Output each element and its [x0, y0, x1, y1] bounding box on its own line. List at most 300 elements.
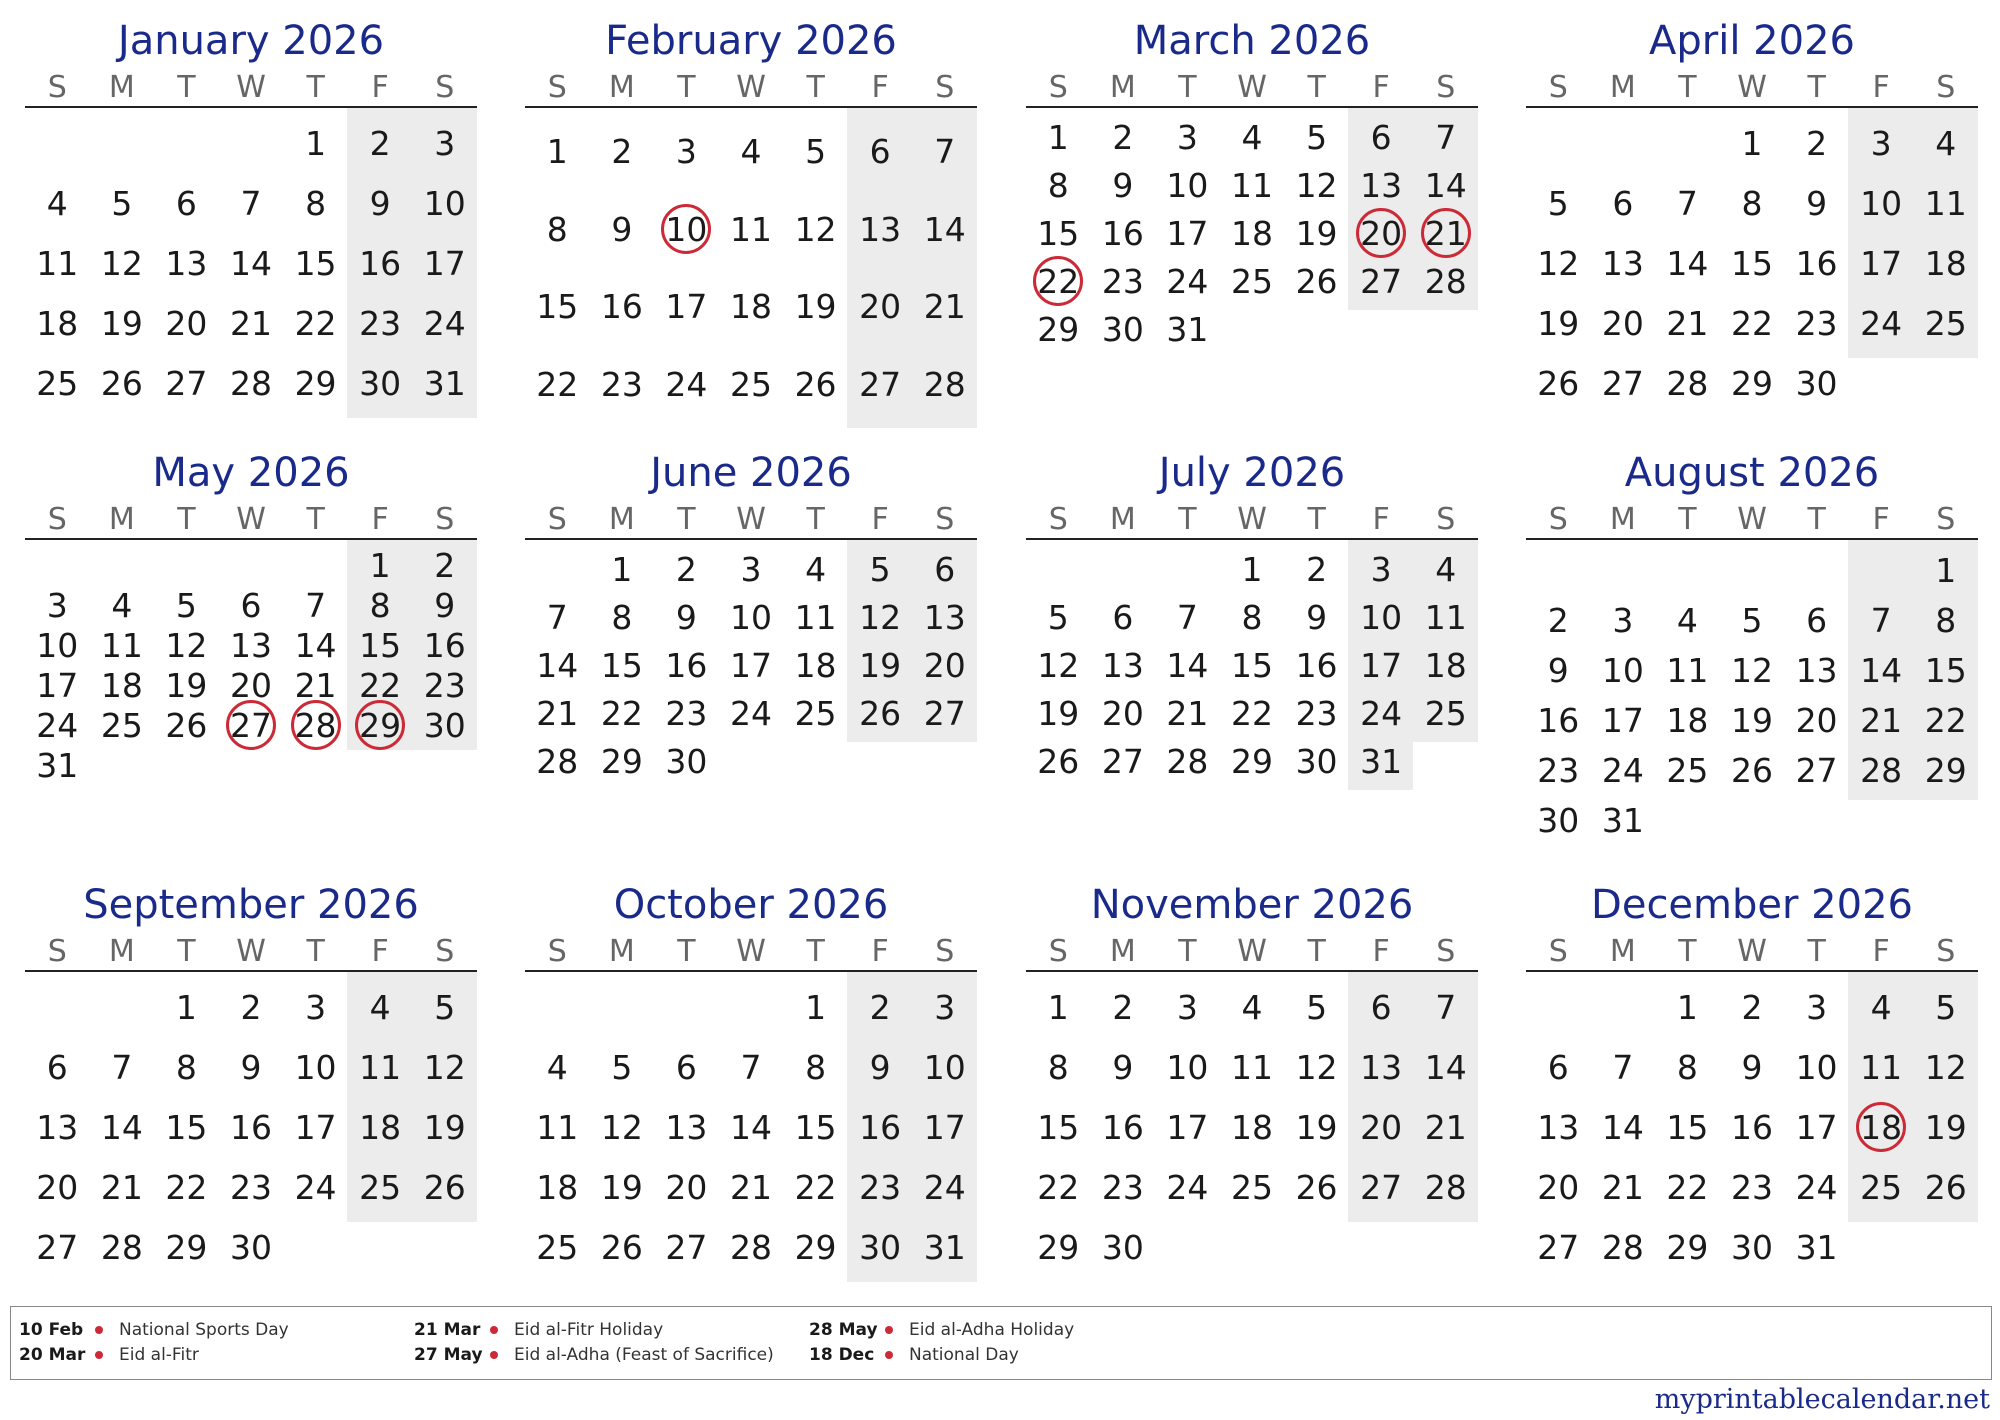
day-cell [1591, 1037, 1656, 1097]
day-number: 18 [1860, 1107, 1903, 1147]
weekday-label: F [371, 934, 389, 969]
day-cell [1720, 745, 1785, 795]
weekday-label: M [1109, 70, 1136, 105]
day-number: 14 [1166, 645, 1209, 685]
day-number: 4 [740, 132, 762, 172]
day-number: 19 [423, 1107, 466, 1147]
day-cell [1413, 1157, 1478, 1217]
day-number: 19 [1924, 1107, 1967, 1147]
day-number: 11 [1860, 1047, 1903, 1087]
day-number: 28 [923, 364, 966, 404]
day-number: 10 [1860, 183, 1903, 223]
legend-item [809, 1342, 1074, 1367]
day-cell [1413, 257, 1478, 305]
day-number: 27 [36, 1227, 79, 1267]
day-number: 16 [1730, 1107, 1773, 1147]
day-cell [1026, 305, 1091, 353]
day-grid [525, 540, 977, 785]
day-number: 13 [229, 625, 272, 665]
day-cell [1591, 745, 1656, 795]
day-cell [1913, 233, 1978, 293]
day-cell [25, 293, 90, 353]
day-number: 7 [240, 183, 262, 223]
day-number: 21 [229, 303, 272, 343]
day-cell [283, 1097, 348, 1157]
day-cell [283, 585, 348, 625]
weekday-label: T [806, 70, 825, 105]
month-title: September 2026 [83, 882, 419, 928]
day-number: 9 [675, 597, 697, 637]
day-number: 26 [1537, 363, 1580, 403]
month-title: February 2026 [605, 18, 897, 64]
weekday-label: T [1178, 934, 1197, 969]
day-cell [654, 1217, 719, 1277]
day-cell [1091, 593, 1156, 641]
day-cell [1526, 1097, 1591, 1157]
day-cell [1349, 1097, 1414, 1157]
day-number: 4 [1241, 117, 1263, 157]
day-cell [912, 641, 977, 689]
day-cell [1849, 595, 1914, 645]
day-number: 27 [229, 705, 272, 745]
day-cell [912, 1037, 977, 1097]
weekday-label: S [935, 70, 955, 105]
day-number: 24 [729, 693, 772, 733]
day-cell [1026, 161, 1091, 209]
day-number: 8 [1676, 1047, 1698, 1087]
empty-cell [1526, 545, 1591, 595]
day-cell [525, 1157, 590, 1217]
day-cell [219, 1217, 284, 1277]
day-cell [1655, 595, 1720, 645]
day-cell [25, 1157, 90, 1217]
day-number: 20 [1601, 303, 1644, 343]
day-cell [283, 665, 348, 705]
day-cell [848, 593, 913, 641]
day-cell [912, 1157, 977, 1217]
day-cell [1413, 1037, 1478, 1097]
day-number: 7 [546, 597, 568, 637]
day-cell [1413, 641, 1478, 689]
day-number: 8 [1935, 600, 1957, 640]
weekday-header [1026, 502, 1478, 540]
day-cell [1655, 1217, 1720, 1277]
day-cell [412, 1157, 477, 1217]
day-number: 4 [1241, 987, 1263, 1027]
day-cell [1413, 161, 1478, 209]
day-number: 6 [934, 549, 956, 589]
day-number: 25 [729, 364, 772, 404]
empty-cell [25, 977, 90, 1037]
day-cell [1155, 977, 1220, 1037]
weekday-label: W [236, 70, 266, 105]
day-cell [348, 977, 413, 1037]
day-number: 13 [1360, 1047, 1403, 1087]
day-number: 10 [423, 183, 466, 223]
day-cell [412, 545, 477, 585]
day-cell [525, 1217, 590, 1277]
month-5 [25, 448, 477, 790]
day-number: 21 [729, 1167, 772, 1207]
weekday-label: S [547, 502, 567, 537]
day-cell [1220, 1157, 1285, 1217]
day-number: 11 [1230, 1047, 1273, 1087]
day-number: 22 [600, 693, 643, 733]
day-number: 18 [100, 665, 143, 705]
day-cell [1284, 545, 1349, 593]
day-cell [783, 1037, 848, 1097]
day-number: 26 [859, 693, 902, 733]
day-cell [1784, 745, 1849, 795]
day-number: 5 [111, 183, 133, 223]
weekday-label: S [1936, 934, 1956, 969]
day-number: 25 [794, 693, 837, 733]
day-cell [848, 1097, 913, 1157]
day-number: 20 [923, 645, 966, 685]
day-cell [154, 705, 219, 745]
day-cell [654, 545, 719, 593]
day-number: 14 [536, 645, 579, 685]
weekday-label: W [1737, 70, 1767, 105]
day-number: 9 [1806, 183, 1828, 223]
day-number: 30 [1101, 1227, 1144, 1267]
day-cell [90, 705, 155, 745]
day-number: 13 [1795, 650, 1838, 690]
day-number: 7 [1612, 1047, 1634, 1087]
weekday-label: T [1807, 70, 1826, 105]
day-number: 2 [1741, 987, 1763, 1027]
day-cell [412, 625, 477, 665]
day-cell [412, 233, 477, 293]
day-number: 22 [294, 303, 337, 343]
month-11 [1026, 880, 1478, 1282]
day-cell [1655, 173, 1720, 233]
day-cell [1720, 113, 1785, 173]
day-number: 30 [359, 363, 402, 403]
day-cell [90, 625, 155, 665]
bullet-icon [95, 1351, 103, 1359]
bullet-icon [95, 1326, 103, 1334]
day-cell [25, 705, 90, 745]
day-number: 25 [36, 363, 79, 403]
day-number: 9 [434, 585, 456, 625]
day-cell [1784, 1217, 1849, 1277]
day-cell [590, 268, 655, 346]
weekday-label: T [177, 70, 196, 105]
month-1 [25, 16, 477, 418]
day-cell [283, 113, 348, 173]
weekday-header [525, 70, 977, 108]
day-number: 16 [1537, 700, 1580, 740]
day-number: 18 [36, 303, 79, 343]
day-cell [719, 346, 784, 424]
day-number: 19 [1295, 1107, 1338, 1147]
day-number: 16 [229, 1107, 272, 1147]
day-cell [219, 1037, 284, 1097]
day-number: 23 [1537, 750, 1580, 790]
day-cell [1526, 233, 1591, 293]
day-number: 17 [423, 243, 466, 283]
day-number: 30 [1101, 309, 1144, 349]
day-number: 17 [665, 287, 708, 327]
empty-cell [525, 545, 590, 593]
day-number: 30 [423, 705, 466, 745]
day-cell [1591, 353, 1656, 413]
day-number: 9 [1306, 597, 1328, 637]
day-cell [1720, 173, 1785, 233]
day-cell [90, 353, 155, 413]
day-number: 6 [240, 585, 262, 625]
weekday-label: S [935, 934, 955, 969]
day-number: 14 [1601, 1107, 1644, 1147]
day-number: 30 [229, 1227, 272, 1267]
day-number: 24 [1860, 303, 1903, 343]
day-cell [219, 1157, 284, 1217]
weekday-label: F [371, 502, 389, 537]
day-number: 29 [359, 705, 402, 745]
day-grid [1526, 108, 1978, 413]
day-number: 11 [1230, 165, 1273, 205]
day-number: 13 [859, 209, 902, 249]
day-number: 31 [36, 745, 79, 785]
day-number: 25 [1230, 261, 1273, 301]
day-cell [1091, 737, 1156, 785]
day-cell [525, 1037, 590, 1097]
holiday-day [1026, 257, 1091, 305]
day-number: 26 [794, 364, 837, 404]
weekday-label: F [871, 934, 889, 969]
day-cell [1091, 689, 1156, 737]
day-cell [219, 173, 284, 233]
day-number: 12 [1037, 645, 1080, 685]
day-number: 6 [46, 1047, 68, 1087]
day-number: 19 [1295, 213, 1338, 253]
day-number: 31 [423, 363, 466, 403]
day-cell [590, 1217, 655, 1277]
day-cell [283, 1037, 348, 1097]
day-cell [1591, 293, 1656, 353]
day-cell [1526, 173, 1591, 233]
day-cell [1349, 737, 1414, 785]
day-cell [783, 268, 848, 346]
day-cell [525, 689, 590, 737]
day-cell [1349, 161, 1414, 209]
legend-column [19, 1317, 289, 1367]
day-cell [848, 113, 913, 191]
day-cell [848, 689, 913, 737]
day-number: 28 [536, 741, 579, 781]
weekday-label: F [1872, 934, 1890, 969]
day-number: 11 [1924, 183, 1967, 223]
day-number: 16 [1795, 243, 1838, 283]
day-number: 20 [1101, 693, 1144, 733]
day-cell [1026, 1157, 1091, 1217]
day-number: 27 [1795, 750, 1838, 790]
day-cell [783, 689, 848, 737]
empty-cell [1591, 113, 1656, 173]
day-cell [412, 665, 477, 705]
day-number: 5 [175, 585, 197, 625]
day-number: 4 [1435, 549, 1457, 589]
day-number: 29 [600, 741, 643, 781]
day-cell [219, 233, 284, 293]
day-cell [654, 593, 719, 641]
day-number: 2 [1112, 987, 1134, 1027]
day-number: 3 [1176, 117, 1198, 157]
day-cell [154, 625, 219, 665]
month-3 [1026, 16, 1478, 358]
day-number: 22 [1230, 693, 1273, 733]
day-grid [1526, 540, 1978, 845]
day-cell [90, 173, 155, 233]
day-number: 29 [1037, 309, 1080, 349]
day-cell [1784, 1097, 1849, 1157]
day-cell [219, 665, 284, 705]
day-number: 8 [1741, 183, 1763, 223]
day-number: 5 [1741, 600, 1763, 640]
day-number: 12 [1295, 165, 1338, 205]
bullet-icon [490, 1326, 498, 1334]
day-cell [1720, 645, 1785, 695]
day-cell [348, 173, 413, 233]
day-number: 21 [100, 1167, 143, 1207]
day-cell [1526, 353, 1591, 413]
day-number: 15 [536, 287, 579, 327]
day-grid [525, 972, 977, 1277]
day-number: 14 [1860, 650, 1903, 690]
empty-cell [25, 113, 90, 173]
weekday-label: T [677, 70, 696, 105]
day-number: 15 [600, 645, 643, 685]
weekday-label: T [1807, 934, 1826, 969]
day-number: 6 [1547, 1047, 1569, 1087]
day-cell [1784, 695, 1849, 745]
day-number: 22 [1924, 700, 1967, 740]
site-link[interactable]: myprintablecalendar.net [1654, 1384, 1990, 1415]
day-number: 1 [1047, 987, 1069, 1027]
day-cell [348, 1157, 413, 1217]
day-cell [1091, 113, 1156, 161]
weekday-label: F [371, 70, 389, 105]
legend-holiday-name: Eid al-Adha (Feast of Sacrifice) [514, 1344, 774, 1365]
day-number: 10 [1601, 650, 1644, 690]
day-cell [90, 665, 155, 705]
day-cell [1220, 689, 1285, 737]
day-cell [1220, 1037, 1285, 1097]
day-number: 7 [1435, 117, 1457, 157]
day-number: 8 [546, 209, 568, 249]
day-cell [1284, 1037, 1349, 1097]
day-cell [1591, 695, 1656, 745]
day-number: 16 [665, 645, 708, 685]
day-cell [1349, 593, 1414, 641]
day-number: 24 [923, 1167, 966, 1207]
day-number: 13 [165, 243, 208, 283]
legend-holiday-name: Eid al-Fitr [119, 1344, 199, 1365]
day-cell [654, 268, 719, 346]
day-number: 24 [1166, 1167, 1209, 1207]
day-number: 6 [175, 183, 197, 223]
day-number: 18 [794, 645, 837, 685]
month-8 [1526, 448, 1978, 850]
day-cell [1284, 737, 1349, 785]
day-number: 5 [1047, 597, 1069, 637]
day-number: 31 [1360, 741, 1403, 781]
day-cell [590, 113, 655, 191]
day-cell [590, 1037, 655, 1097]
month-4 [1526, 16, 1978, 418]
day-cell [1655, 745, 1720, 795]
day-number: 2 [1806, 123, 1828, 163]
day-cell [1720, 977, 1785, 1037]
day-number: 2 [611, 132, 633, 172]
day-number: 17 [1860, 243, 1903, 283]
day-number: 21 [1666, 303, 1709, 343]
weekday-label: S [435, 502, 455, 537]
day-number: 24 [1601, 750, 1644, 790]
day-number: 15 [1666, 1107, 1709, 1147]
day-cell [848, 191, 913, 269]
day-grid [1026, 108, 1478, 353]
weekday-label: S [935, 502, 955, 537]
day-number: 24 [36, 705, 79, 745]
day-number: 24 [1166, 261, 1209, 301]
day-number: 29 [1230, 741, 1273, 781]
day-number: 30 [1730, 1227, 1773, 1267]
weekday-label: T [1307, 70, 1326, 105]
weekday-label: M [108, 70, 135, 105]
day-cell [1526, 1037, 1591, 1097]
day-cell [283, 173, 348, 233]
weekday-label: S [547, 934, 567, 969]
day-cell [1091, 257, 1156, 305]
weekday-label: T [306, 934, 325, 969]
weekday-label: W [1237, 934, 1267, 969]
day-number: 1 [546, 132, 568, 172]
empty-cell [1849, 545, 1914, 595]
day-cell [1091, 1157, 1156, 1217]
day-grid [1026, 972, 1478, 1277]
day-cell [590, 593, 655, 641]
day-number: 12 [1295, 1047, 1338, 1087]
day-number: 8 [611, 597, 633, 637]
day-cell [590, 346, 655, 424]
day-number: 23 [859, 1167, 902, 1207]
day-cell [719, 113, 784, 191]
day-number: 27 [859, 364, 902, 404]
day-number: 28 [294, 705, 337, 745]
day-number: 20 [36, 1167, 79, 1207]
day-number: 16 [1295, 645, 1338, 685]
day-number: 4 [546, 1047, 568, 1087]
day-number: 2 [240, 987, 262, 1027]
weekday-label: M [1609, 70, 1636, 105]
day-cell [283, 1157, 348, 1217]
day-number: 23 [1295, 693, 1338, 733]
day-cell [1849, 173, 1914, 233]
day-number: 19 [165, 665, 208, 705]
day-number: 14 [1666, 243, 1709, 283]
day-cell [719, 1097, 784, 1157]
day-cell [1413, 593, 1478, 641]
day-number: 4 [1935, 123, 1957, 163]
day-cell [283, 977, 348, 1037]
day-number: 13 [1101, 645, 1144, 685]
day-cell [1091, 161, 1156, 209]
day-number: 13 [1537, 1107, 1580, 1147]
empty-cell [719, 977, 784, 1037]
holiday-day [348, 705, 413, 745]
